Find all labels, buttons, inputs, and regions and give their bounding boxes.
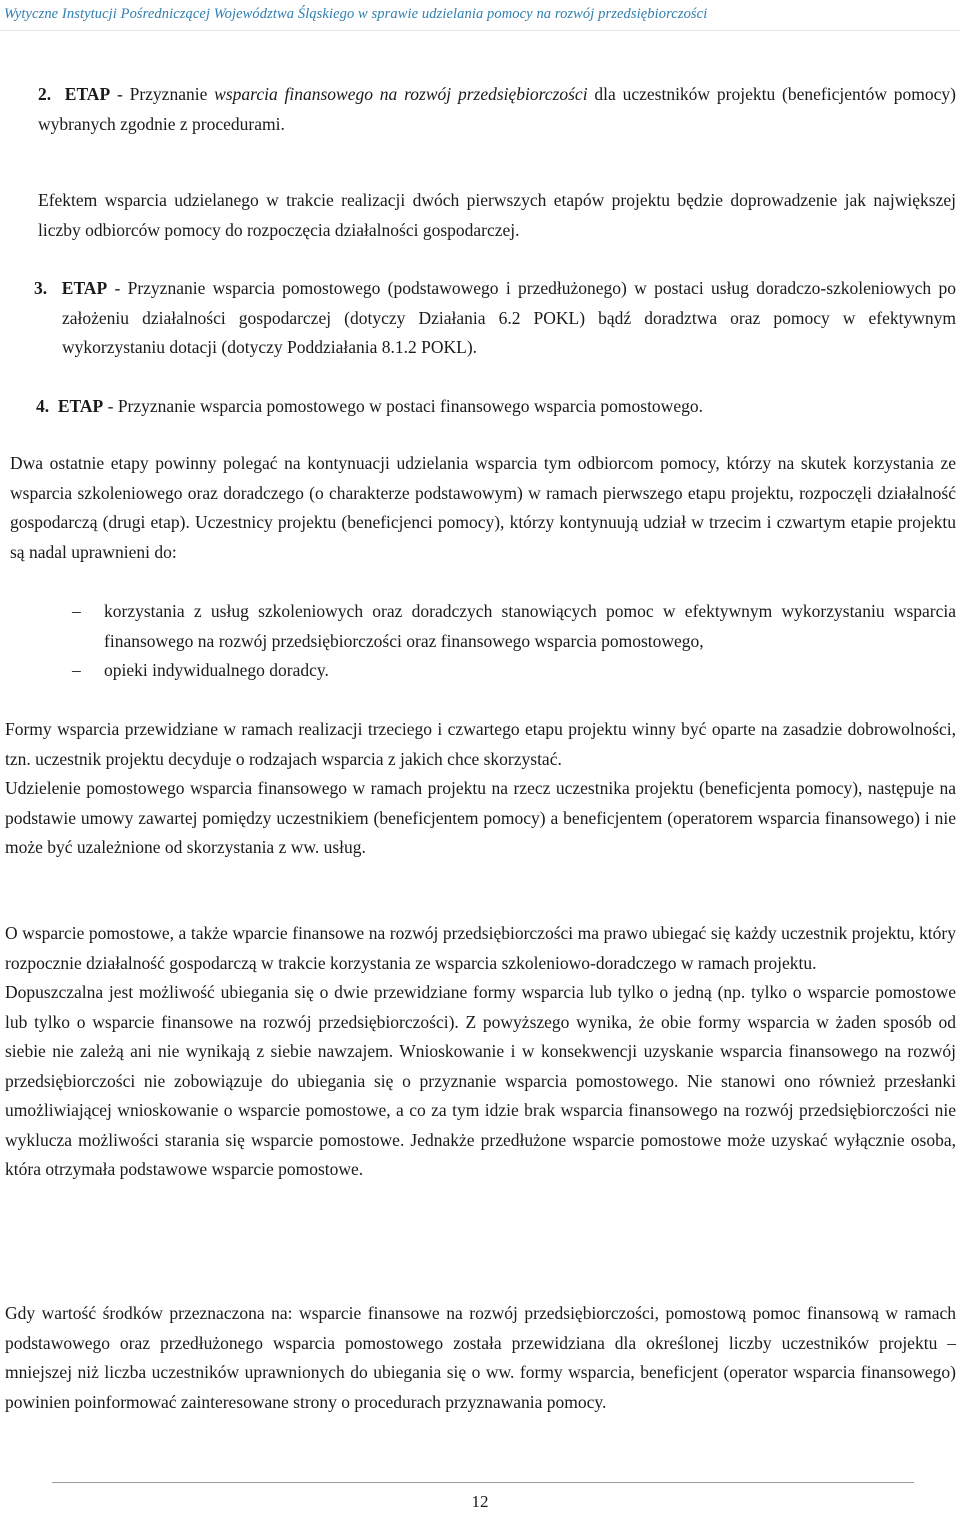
etap-3-text: - Przyznanie wsparcia pomostowego (podstawowego i przedłużonego) w postaci usług doradczo-szkoleniowych po założeniu działalności gospodarczej (dotyczy Działania 6.2 POKL) bądź doradztwa oraz pomocy w efektywnym wykorzystaniu dotacji (dotyczy Poddziałania 8.1.2 POKL).	[62, 278, 956, 357]
efekt-paragraph	[38, 186, 956, 245]
formy-section	[5, 715, 956, 863]
etap-2-text-b: dla uczestników projektu (beneficjentów pomocy) wybranych zgodnie z procedurami.	[38, 84, 956, 134]
etap-3-number: 3.	[34, 278, 48, 298]
wsparcie-paragraph-2: Dopuszczalna jest możliwość ubiegania się o dwie przewidziane formy wsparcia lub tylko o jedną (np. tylko o wsparcie pomostowe lub tylko o wsparcie finansowe na rozwój przedsiębiorczości). Z powyższego wynika, że obie formy wsparcia w żaden sposób od siebie nie zależą ani nie wynikają z siebie nawzajem. Wnioskowanie i w konsekwencji uzyskanie wsparcia finansowego na rozwój przedsiębiorczości nie zobowiązuje do ubiegania się o przyznanie wsparcia pomostowego. Nie stanowi ono również przesłanki umożliwiającej wnioskowanie o wsparcie pomostowe, a co za tym idzie brak wsparcia finansowego na rozwój przedsiębiorczości nie wyklucza możliwości starania się wsparcie pomostowe. Jednakże przedłużone wsparcie pomostowe może uzyskać wyłącznie osoba, która otrzymała podstawowe wsparcie pomostowe.	[5, 982, 956, 1179]
etap-2-label: ETAP	[64, 84, 111, 104]
formy-paragraph-1: Formy wsparcia przewidziane w ramach realizacji trzeciego i czwartego etapu projektu winny być oparte na zasadzie dobrowolności, tzn. uczestnik projektu decyduje o rodzajach wsparcia z jakich chce skorzystać.	[5, 719, 956, 769]
running-header: Wytyczne Instytucji Pośredniczącej Województwa Śląskiego w sprawie udzielania pomocy na rozwój przedsiębiorczości	[4, 6, 708, 22]
formy-paragraph-2: Udzielenie pomostowego wsparcia finansowego w ramach projektu na rzecz uczestnika projektu (beneficjenta pomocy), następuje na podstawie umowy zawartej pomiędzy uczestnikiem (beneficjentem pomocy) a beneficjentem (operatorem wsparcia finansowego) i nie może być uzależnione od skorzystania z ww. usług.	[5, 778, 956, 857]
list-item	[72, 597, 956, 656]
dwa-etapy-paragraph	[10, 449, 956, 567]
etap-4-paragraph	[36, 392, 956, 422]
gdy-text: Gdy wartość środków przeznaczona na: wsparcie finansowe na rozwój przedsiębiorczości, pomostową pomoc finansową w ramach podstawowego oraz przedłużonego wsparcia pomostowego została przewidziana dla określonej liczby uczestników projektu – mniejszej niż liczba uczestników uprawnionych do ubiegania się o ww. formy wsparcia, beneficjent (operator wsparcia finansowego) powinien poinformować zainteresowane strony o procedurach przyznawania pomocy.	[5, 1303, 956, 1412]
etap-4-number: 4.	[36, 396, 50, 416]
page-number: 12	[471, 1492, 489, 1511]
header-divider	[0, 30, 960, 31]
etap-4-label: ETAP	[57, 396, 104, 416]
wsparcie-section	[5, 919, 956, 1185]
etap-2-text-italic: wsparcia finansowego na rozwój przedsiębiorczości	[214, 84, 588, 104]
dash-bullet: –	[72, 660, 81, 680]
etap-2-paragraph	[38, 80, 956, 139]
dash-bullet: –	[72, 601, 81, 621]
efekt-text: Efektem wsparcia udzielanego w trakcie realizacji dwóch pierwszych etapów projektu będzie doprowadzenie jak największej liczby odbiorców pomocy do rozpoczęcia działalności gospodarczej.	[38, 190, 956, 240]
etap-3-paragraph	[34, 274, 956, 363]
gdy-paragraph	[5, 1299, 956, 1417]
entitlements-list	[72, 597, 956, 686]
etap-2-text-a: - Przyznanie	[110, 84, 215, 104]
etap-4-text: - Przyznanie wsparcia pomostowego w postaci finansowego wsparcia pomostowego.	[103, 396, 703, 416]
etap-3-label: ETAP	[61, 278, 108, 298]
dwa-etapy-text: Dwa ostatnie etapy powinny polegać na kontynuacji udzielania wsparcia tym odbiorcom pomocy, którzy na skutek korzystania ze wsparcia szkoleniowego oraz doradczego (o charakterze podstawowym) w ramach pierwszego etapu projektu, rozpoczęli działalność gospodarczą (drugi etap). Uczestnicy projektu (beneficjenci pomocy), którzy kontynuują udział w trzecim i czwartym etapie projektu są nadal uprawnieni do:	[10, 453, 956, 562]
list-item-text: opieki indywidualnego doradcy.	[104, 660, 329, 680]
wsparcie-paragraph-1: O wsparcie pomostowe, a także wparcie finansowe na rozwój przedsiębiorczości ma prawo ubiegać się każdy uczestnik projektu, który rozpocznie działalność gospodarczą w trakcie korzystania ze wsparcia szkoleniowo-doradczego w ramach projektu.	[5, 923, 956, 973]
footer-divider	[52, 1482, 914, 1483]
list-item	[72, 656, 956, 686]
list-item-text: korzystania z usług szkoleniowych oraz doradczych stanowiących pomoc w efektywnym wykorzystaniu wsparcia finansowego na rozwój przedsiębiorczości oraz finansowego wsparcia pomostowego,	[104, 601, 956, 651]
etap-2-number: 2.	[38, 84, 52, 104]
